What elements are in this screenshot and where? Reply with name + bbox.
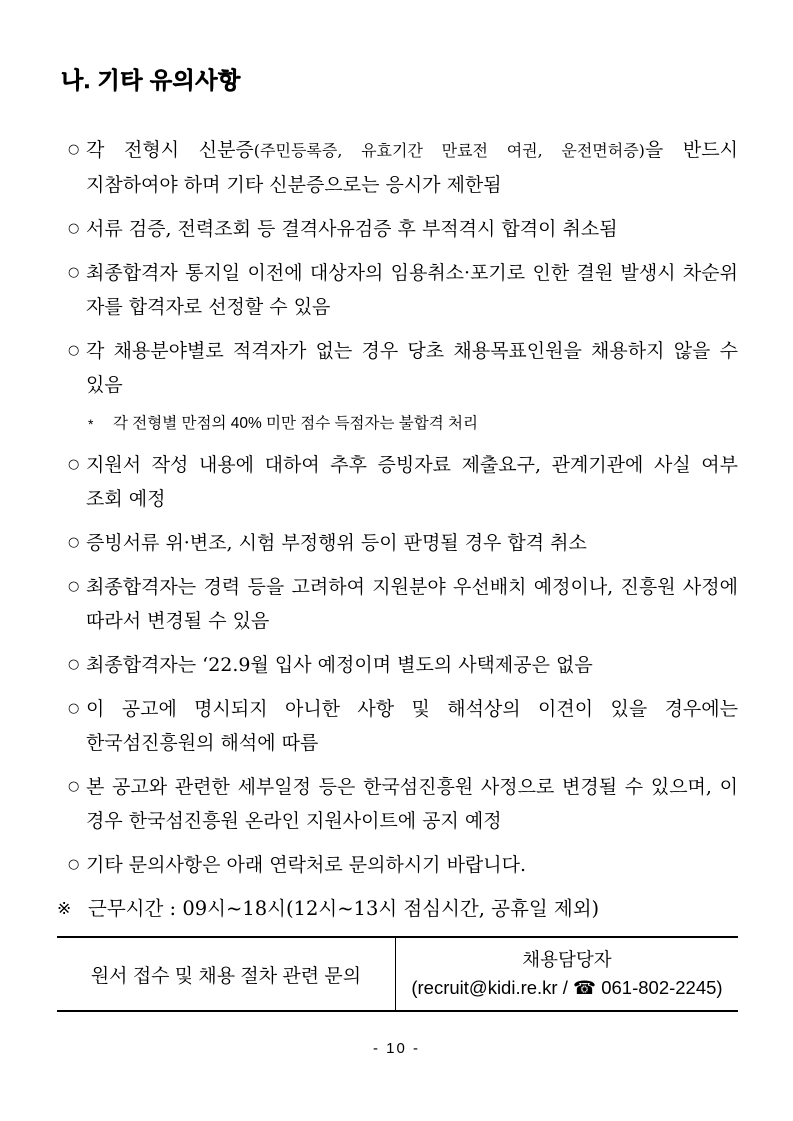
notice-text: 증빙서류 위·변조, 시험 부정행위 등이 판명될 경우 합격 취소 [86, 532, 587, 554]
notice-item [57, 448, 738, 516]
notice-text: 각 채용분야별로 적격자가 없는 경우 당초 채용목표인원을 채용하지 않을 수 있음 [86, 340, 738, 396]
section-title: 나. 기타 유의사항 [61, 67, 241, 93]
circle-bullet-marker: ○ [68, 457, 80, 472]
circle-bullet-marker: ○ [68, 857, 80, 872]
page-number: - 10 - [372, 1040, 420, 1057]
asterisk-marker: * [88, 416, 94, 432]
work-hours-note [57, 892, 738, 926]
circle-bullet-marker: ○ [68, 343, 80, 358]
notice-item [57, 212, 738, 246]
table-row [57, 937, 738, 1011]
notice-text: 최종합격자는 ‘22.9월 입사 예정이며 별도의 사택제공은 없음 [86, 654, 593, 676]
notice-text-paren: (주민등록증, 유효기간 만료전 여권, 운전면허증) [253, 141, 645, 160]
notice-text-post: 을 반드시 지참하여야 하며 기타 신분증으로는 응시가 제한됨 [86, 139, 738, 196]
notice-text [86, 133, 738, 202]
notice-item [57, 848, 738, 882]
reference-mark: ※ [57, 899, 72, 919]
notice-item [57, 133, 738, 202]
notice-text: 최종합격자는 경력 등을 고려하여 지원분야 우선배치 예정이나, 진흥원 사정에 따라서 변경될 수 있음 [86, 576, 738, 632]
notice-item [57, 334, 738, 402]
contact-role-label: 채용담당자 [522, 949, 612, 970]
subnote-text: 각 전형별 만점의 40% 미만 점수 득점자는 불합격 처리 [113, 415, 478, 432]
notice-text: 서류 검증, 전력조회 등 결격사유검증 후 부적격시 합격이 취소됨 [86, 218, 618, 240]
notice-item [57, 648, 738, 682]
notice-item [57, 692, 738, 760]
notice-item [57, 526, 738, 560]
circle-bullet-marker: ○ [68, 701, 80, 716]
phone-icon: ☎ [573, 977, 597, 998]
circle-bullet-marker: ○ [68, 535, 80, 550]
notice-text: 기타 문의사항은 아래 연락처로 문의하시기 바랍니다. [86, 854, 527, 876]
notice-text-pre: 각 전형시 신분증 [86, 139, 254, 161]
contact-table [57, 936, 738, 1012]
notice-text: 최종합격자 통지일 이전에 대상자의 임용취소·포기로 인한 결원 발생시 차순위 자를 합격자로 선정할 수 있음 [86, 262, 738, 318]
contact-detail-line [402, 974, 732, 1002]
circle-bullet-marker: ○ [68, 779, 80, 794]
contact-phone-text: 061-802-2245) [596, 977, 723, 998]
score-cutoff-subnote [88, 412, 738, 436]
circle-bullet-marker: ○ [68, 265, 80, 280]
work-hours-text: 근무시간 : 09시~18시(12시~13시 점심시간, 공휴일 제외) [88, 897, 600, 920]
notice-item [57, 256, 738, 324]
contact-topic-cell: 원서 접수 및 채용 절차 관련 문의 [57, 937, 395, 1011]
contact-email-text: (recruit@kidi.re.kr / [411, 977, 574, 998]
notice-item [57, 770, 738, 838]
notice-text: 본 공고와 관련한 세부일정 등은 한국섬진흥원 사정으로 변경될 수 있으며, 이 경우 한국섬진흥원 온라인 지원사이트에 공지 예정 [86, 776, 738, 832]
circle-bullet-marker: ○ [68, 579, 80, 594]
circle-bullet-marker: ○ [68, 221, 80, 236]
circle-bullet-marker: ○ [68, 142, 80, 157]
notice-text: 지원서 작성 내용에 대하여 추후 증빙자료 제출요구, 관계기관에 사실 여부 조회 예정 [86, 454, 738, 510]
notice-text: 이 공고에 명시되지 아니한 사항 및 해석상의 이견이 있을 경우에는 한국섬진흥원의 해석에 따름 [86, 698, 738, 754]
circle-bullet-marker: ○ [68, 657, 80, 672]
notice-item [57, 570, 738, 638]
contact-info-cell [395, 937, 738, 1011]
